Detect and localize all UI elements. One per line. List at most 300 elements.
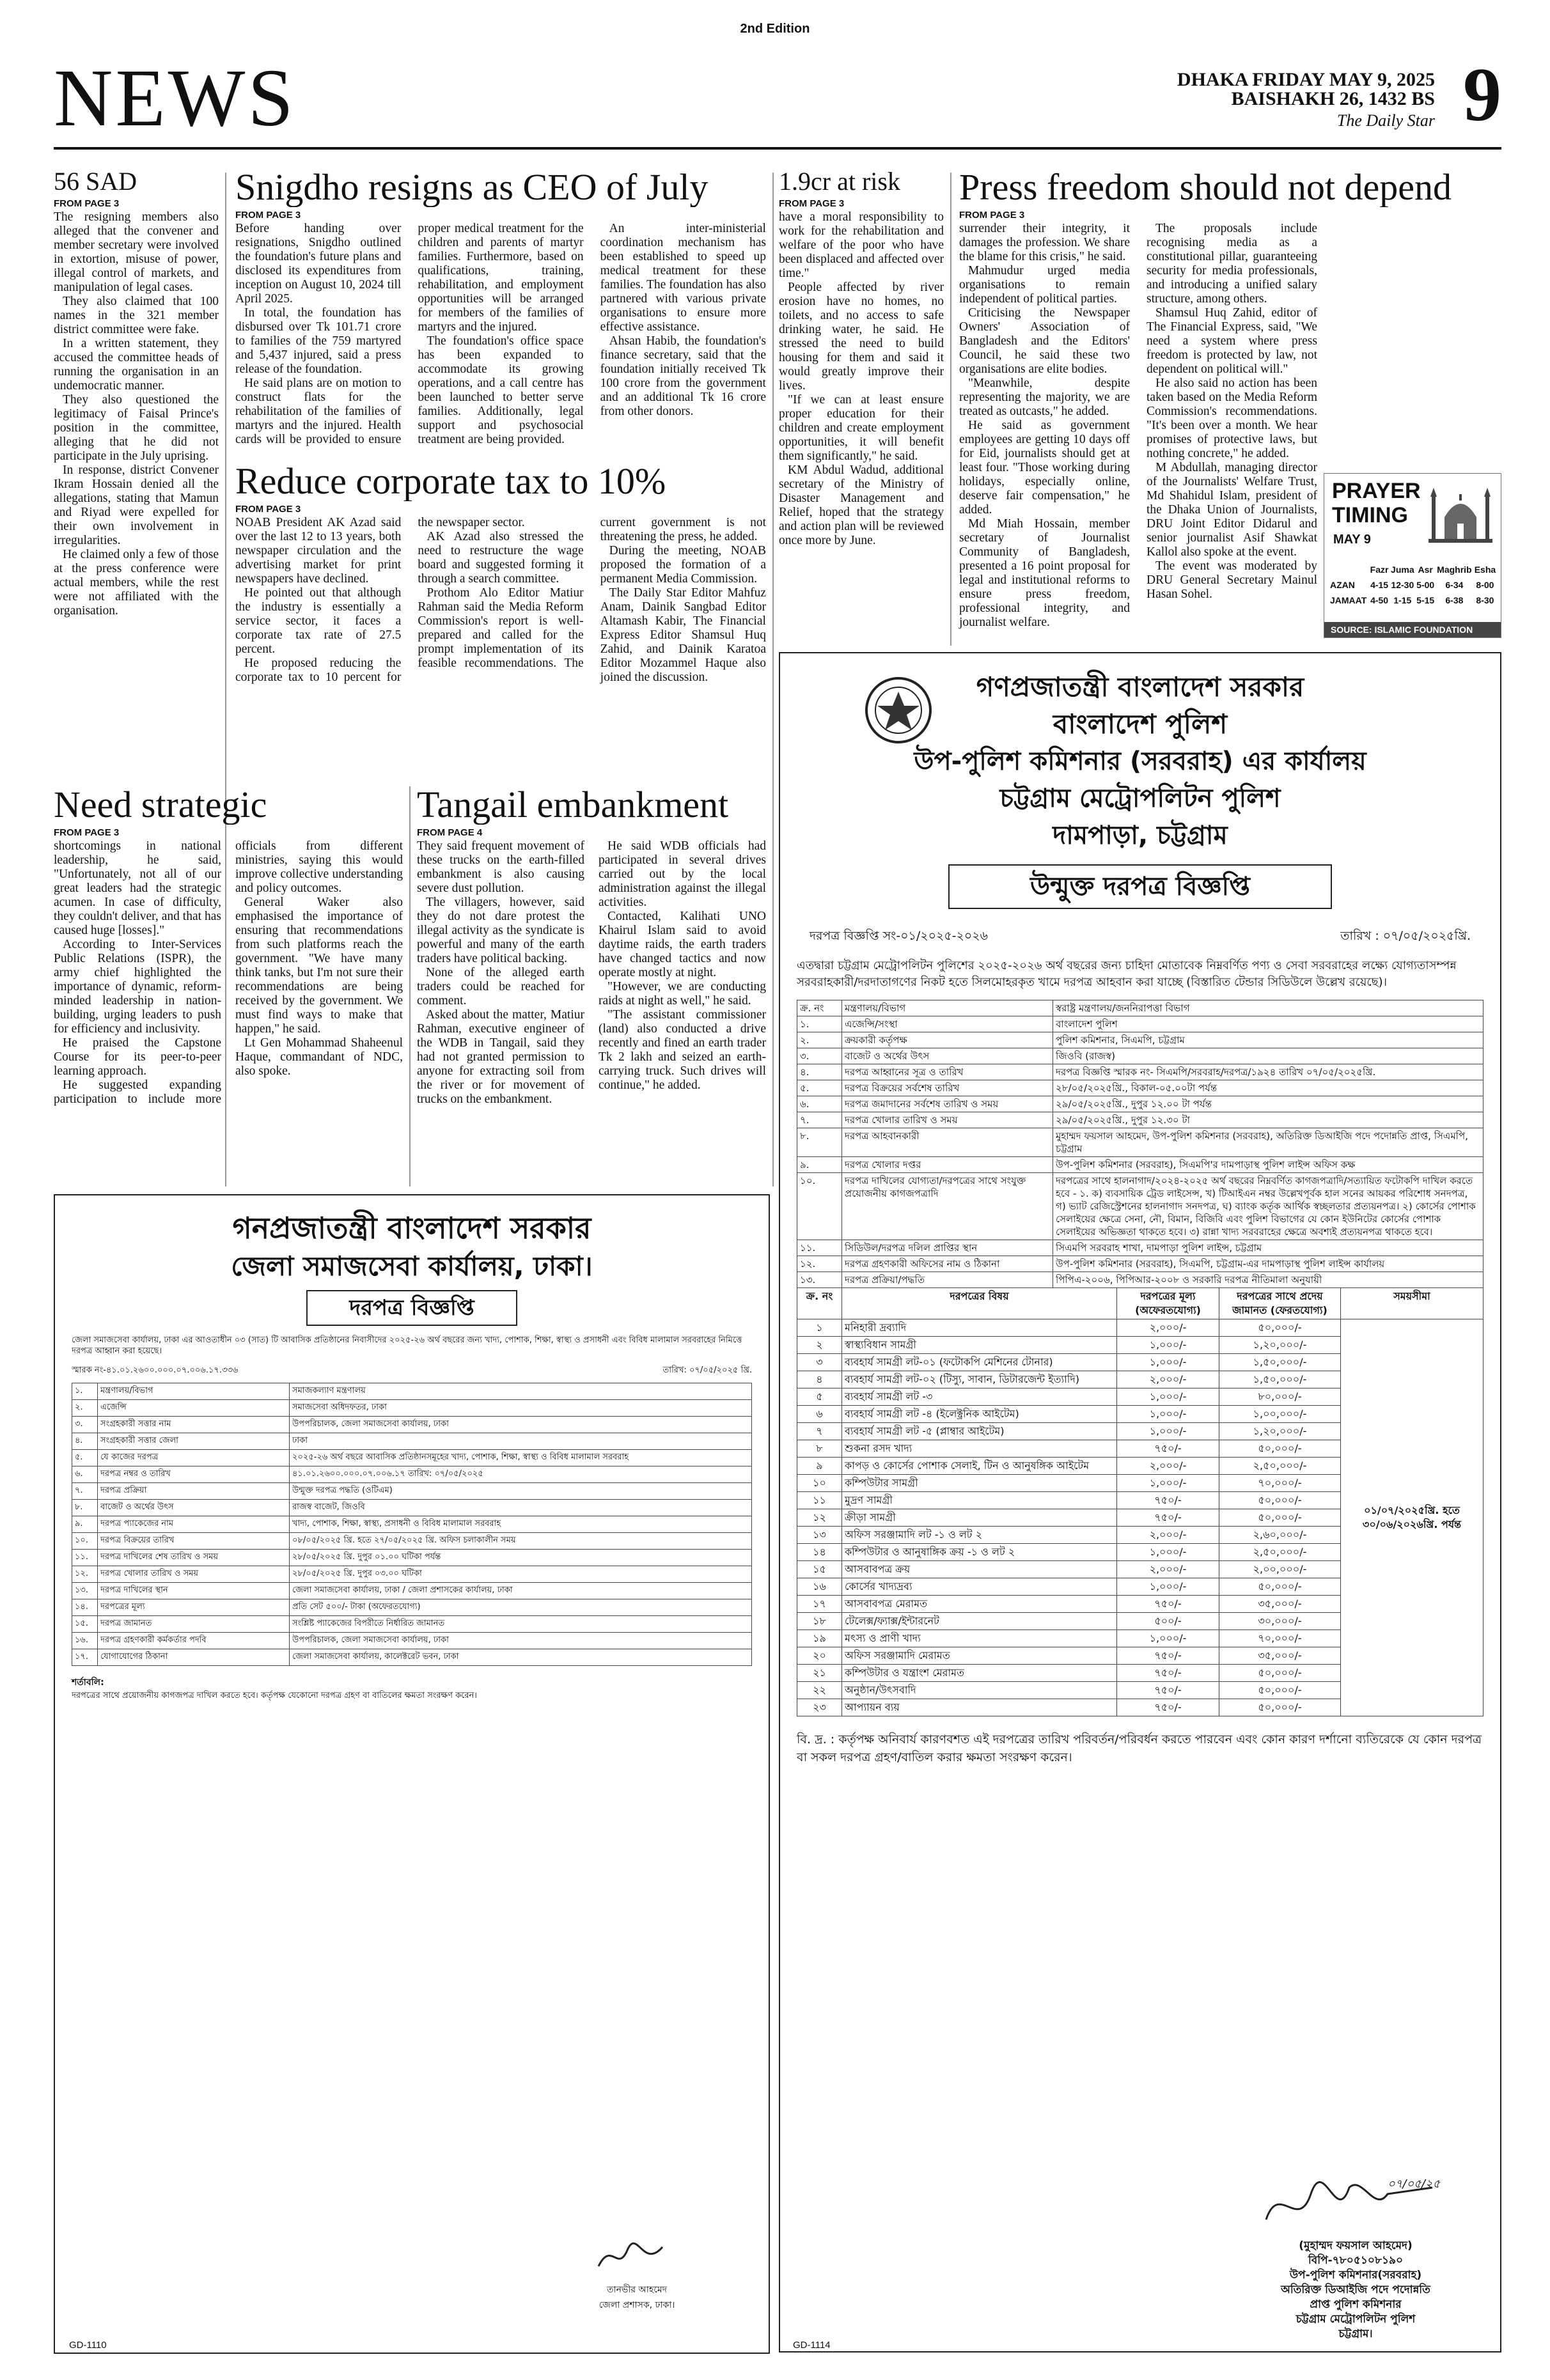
ad-metro-title: চট্টগ্রাম মেট্রোপলিটন পুলিশ	[999, 784, 1281, 813]
table-cell: ৯.	[797, 1157, 842, 1173]
table-row	[797, 1272, 1483, 1288]
prayer-cell: JAMAAT	[1330, 595, 1367, 605]
table-cell: ৮.	[797, 1128, 842, 1157]
paragraph: He said plans are on motion to construct flats for the rehabilitation of the families of martyrs and the injured. Health cards will be provided to ensure proper medical treatment for the children and parents of martyr families. Furthermore, based on qualifications, training, rehabilitation, and employment opportunities will be arranged for members of the families of martyrs and the injured.	[235, 222, 584, 446]
story-kicker: 1.9cr at risk	[779, 167, 900, 196]
prayer-cell: 5-00	[1416, 580, 1435, 590]
table-cell: ২,৬০,০০০/-	[1219, 1527, 1341, 1544]
table-cell: মন্ত্রণালয়/বিভাগ	[842, 1000, 1053, 1016]
table-row	[797, 1112, 1483, 1128]
paragraph: KM Abdul Wadud, additional secretary of the Ministry of Disaster Management and Relief, hoped that the strategy and action plan will be reviewed once more by June.	[779, 463, 944, 547]
table-cell: ১২.	[797, 1256, 842, 1272]
table-cell: খাদ্য, পোশাক, শিক্ষা, স্বাস্থ্য, প্রসাধনী ও বিবিধ মালামাল সরবরাহ	[290, 1516, 752, 1533]
table-cell: ২৮/০৫/২০২৫ খ্রি. দুপুর ০৩.০০ ঘটিকা	[290, 1566, 752, 1583]
table-cell: ১০.	[72, 1533, 98, 1550]
story-strategic	[54, 785, 403, 1197]
edition-label: 2nd Edition	[740, 22, 810, 36]
table-cell: মৎস্য ও প্রাণী খাদ্য	[842, 1630, 1117, 1647]
ad-sign-date: ০৭/০৫/২৫	[1388, 2177, 1441, 2191]
table-cell: মন্ত্রণালয়/বিভাগ	[98, 1383, 290, 1400]
prayer-title	[1332, 479, 1421, 527]
table-cell: ১,০০০/-	[1117, 1406, 1219, 1423]
table-cell: ১২.	[72, 1566, 98, 1583]
prayer-cell: 8-30	[1476, 595, 1494, 605]
table-cell: ক্রয়কারী কর্তৃপক্ষ	[842, 1032, 1053, 1048]
table-cell: দরপত্র দাখিলের যোগ্যতা/দরপত্রের সাথে সংযুক্ত প্রয়োজনীয় কাগজপত্রাদি	[842, 1173, 1053, 1240]
table-cell: ২,০০০/-	[1117, 1371, 1219, 1388]
table-cell: জিওবি (রাজস্ব)	[1053, 1048, 1483, 1064]
ad-left-table	[72, 1383, 752, 1666]
paragraph: Criticising the Newspaper Owners' Association of Bangladesh and the Editors' Council, he said these two organisations are elite bodies.	[959, 306, 1130, 376]
table-cell: স্বরাষ্ট্র মন্ত্রণালয়/জননিরাপত্তা বিভাগ	[1053, 1000, 1483, 1016]
table-row	[797, 1128, 1483, 1157]
column-rule	[772, 173, 774, 1186]
ad-notice-number: দরপত্র বিজ্ঞপ্তি সং-০১/২০২৫-২০২৬	[810, 929, 988, 943]
table-cell: দরপত্র খোলার দপ্তর	[842, 1157, 1053, 1173]
masthead	[54, 52, 1501, 143]
paper-logo: The Daily Star	[1336, 111, 1435, 130]
table-cell: দরপত্র প্রক্রিয়া/পদ্ধতি	[842, 1272, 1053, 1288]
table-cell: ৮০,০০০/-	[1219, 1388, 1341, 1406]
table-cell: পিপিএ-২০০৬, পিপিআর-২০০৮ ও সরকারি দরপত্র নীতিমালা অনুযায়ী	[1053, 1272, 1483, 1288]
ad-intro: জেলা সমাজসেবা কার্যালয়, ঢাকা এর আওতাধীন ০৩ (সাত) টি আবাসিক প্রতিষ্ঠানের নিবাসীদের ২০২৫-২৬ অর্থ বছরের জন্য খাদ্য, পোশাক, শিক্ষা, স্বাস্থ্য ও প্রসাধনী এবং বিবিধ মালামাল সরবরাহের নিমিত্তে দরপত্র আহ্বান করা হয়েছে।	[72, 1335, 742, 1356]
table-cell: ১৩	[797, 1527, 842, 1544]
table-cell: ক্র. নং	[797, 1000, 842, 1016]
ad-signer-line: চট্টগ্রাম।	[1338, 2328, 1373, 2340]
table-cell: ১৭.	[72, 1649, 98, 1666]
table-cell: ১,০০০/-	[1117, 1544, 1219, 1561]
table-cell: উপপরিচালক, জেলা সমাজসেবা কার্যালয়, ঢাকা	[290, 1417, 752, 1433]
ad-notice-box: দরপত্র বিজ্ঞপ্তি	[306, 1290, 517, 1326]
table-cell: কোর্সের খাদ্যদ্রব্য	[842, 1578, 1117, 1596]
table-cell: ১,০০০/-	[1117, 1388, 1219, 1406]
table-cell: ২,০০০/-	[1117, 1458, 1219, 1475]
table-cell: উপ-পুলিশ কমিশনার (সরবরাহ), সিএমপি'র দামপাড়াস্থ পুলিশ লাইন্স অফিস কক্ষ	[1053, 1157, 1483, 1173]
table-cell: টেলেক্স/ফ্যাক্স/ইন্টারনেট	[842, 1613, 1117, 1630]
paragraph: Prothom Alo Editor Matiur Rahman said the Media Reform Commission's report is well-prepared and called for the prompt implementation of its feasible recommendations. The current government is not threatening the press, he added.	[418, 516, 766, 670]
paragraph: An inter-ministerial coordination mechanism has been established to speed up medical treatment for these families. The foundation has also partnered with various private organisations to ensure more effective assistance.	[600, 222, 766, 334]
table-cell: দরপত্র আহ্বানের সূত্র ও তারিখ	[842, 1064, 1053, 1080]
table-cell: অনুষ্ঠান/উৎসবাদি	[842, 1682, 1117, 1699]
ad-signer-line: বিপি-৭৮০৫১০৮১৯০	[1308, 2254, 1404, 2267]
ad-office-title: উপ-পুলিশ কমিশনার (সরবরাহ) এর কার্যালয়	[914, 747, 1366, 776]
table-row	[72, 1566, 752, 1583]
table-cell: ৫০,০০০/-	[1219, 1682, 1341, 1699]
table-row	[72, 1533, 752, 1550]
table-cell: ৪	[797, 1371, 842, 1388]
table-cell: ৭৫০/-	[1117, 1492, 1219, 1509]
ad-govt-title: গনপ্রজাতন্ত্রী বাংলাদেশ সরকার	[232, 1211, 591, 1245]
table-row	[72, 1550, 752, 1566]
table-cell: ৩৫,০০০/-	[1219, 1647, 1341, 1665]
table-header-cell: দরপত্রের মূল্য (অফেরতযোগ্য)	[1117, 1288, 1219, 1319]
table-cell: ৫.	[797, 1080, 842, 1096]
table-cell: ৫০,০০০/-	[1219, 1509, 1341, 1527]
table-cell: আপ্যায়ন ব্যয়	[842, 1699, 1117, 1716]
paragraph: shortcomings in national leadership, he said, "Unfortunately, not all of our great leaders had the strategic acumen. In case of difficulty, they couldn't deliver, and that has caused huge [losses]."	[54, 839, 221, 937]
story-headline: Press freedom should not depend	[959, 167, 1452, 207]
table-cell: দরপত্র বিক্রয়ের সর্বশেষ তারিখ	[842, 1080, 1053, 1096]
ad-signer-title: জেলা প্রশাসক, ঢাকা।	[599, 2300, 675, 2310]
table-cell: ৫০,০০০/-	[1219, 1699, 1341, 1716]
bengali-date-line: BAISHAKH 26, 1432 BS	[1231, 88, 1435, 109]
table-cell: ২.	[797, 1032, 842, 1048]
table-cell: ৬.	[797, 1096, 842, 1112]
table-cell: জেলা সমাজসেবা কার্যালয়, ঢাকা / জেলা প্রশাসকের কার্যালয়, ঢাকা	[290, 1583, 752, 1599]
table-cell: ১,০০০/-	[1117, 1423, 1219, 1440]
table-cell: দরপত্র বিজ্ঞপ্তি স্মারক নং- সিএমপি/সরবরাহ/দরপত্র/১৯২৪ তারিখ ০৭/০৫/২০২৫খ্রি.	[1053, 1064, 1483, 1080]
table-cell: ব্যবহার্য সামগ্রী লট -৩	[842, 1388, 1117, 1406]
table-cell: ২,০০০/-	[1117, 1527, 1219, 1544]
masthead-date	[1177, 70, 1435, 109]
paragraph: Lt Gen Mohammad Shaheenul Haque, commandant of NDC, also spoke.	[235, 1036, 403, 1078]
table-cell: ১	[797, 1319, 842, 1337]
prayer-header-row	[1329, 562, 1497, 577]
paragraph: The resigning members also alleged that the convener and member secretary were involved in extortion, misuse of power, illegal control of markets, and manipulation of legal cases.	[54, 210, 219, 294]
prayer-cell: Maghrib	[1437, 564, 1472, 575]
prayer-source: SOURCE: ISLAMIC FOUNDATION	[1324, 622, 1501, 637]
table-cell: ব্যবহার্য সামগ্রী লট-০২ (টিস্যু, সাবান, ডিটারজেন্ট ইত্যাদি)	[842, 1371, 1117, 1388]
prayer-cell: 6-34	[1445, 580, 1464, 590]
table-cell: কম্পিউটার ও আনুষাঙ্গিক ক্রয় -১ ও লট ২	[842, 1544, 1117, 1561]
prayer-cell: 1-15	[1393, 595, 1412, 605]
table-cell: ২৯/০৫/২০২৫খ্রি., দুপুর ১২.০০ টা পর্যন্ত	[1053, 1096, 1483, 1112]
ad-date: তারিখ : ০৭/০৫/২০২৫খ্রি.	[1340, 929, 1471, 943]
table-cell: ব্যবহার্য সামগ্রী লট-০১ (ফটোকপি মেশিনের টোনার)	[842, 1354, 1117, 1371]
gd-code: GD-1114	[793, 2340, 831, 2351]
prayer-cell: 4-50	[1370, 595, 1389, 605]
paragraph: Mahmudur urged media organisations to remain independent of political parties.	[959, 264, 1130, 306]
table-cell: ১২	[797, 1509, 842, 1527]
story-headline: Need strategic	[54, 785, 267, 825]
table-cell: দরপত্র খোলার তারিখ ও সময়	[842, 1112, 1053, 1128]
ad-office-title: জেলা সমাজসেবা কার্যালয়, ঢাকা।	[231, 1250, 593, 1282]
paragraph: In response, district Convener Ikram Hossain denied all the allegations, stating that Mamun and Riyad were expelled for their own involvement in irregularities.	[54, 463, 219, 547]
paragraph: NOAB President AK Azad said over the last 12 to 13 years, both newspaper circulation and the advertising market for print newspapers have declined.	[235, 516, 402, 586]
table-cell: ১,০০০/-	[1117, 1630, 1219, 1647]
section-title: NEWS	[54, 52, 296, 143]
table-cell: ২৮/০৫/২০২৫খ্রি., বিকাল-০৫.০০টা পর্যন্ত	[1053, 1080, 1483, 1096]
paragraph: He praised the Capstone Course for its peer-to-peer learning approach.	[54, 1036, 221, 1078]
table-cell: ঢাকা	[290, 1433, 752, 1450]
paragraph: The Daily Star Editor Mahfuz Anam, Dainik Sangbad Editor Altamash Kabir, The Financial Express Editor Shamsul Huq Zahid, and Dainik Karatoa Editor Mozammel Haque also joined the discussion.	[600, 586, 766, 684]
ad-notice-box: উন্মুক্ত দরপত্র বিজ্ঞপ্তি	[948, 864, 1332, 909]
table-cell: দরপত্র নম্বর ও তারিখ	[98, 1466, 290, 1483]
table-cell: ৬	[797, 1406, 842, 1423]
table-cell: ১.	[797, 1016, 842, 1032]
prayer-cell: 12-30	[1391, 580, 1414, 590]
paragraph: He suggested expanding participation to include more officials from different ministries, saying this would improve collective understanding and policy outcomes.	[54, 839, 403, 1106]
from-page: FROM PAGE 3	[235, 504, 301, 515]
ad-address: দামপাড়া, চট্টগ্রাম	[1053, 821, 1228, 850]
story-body	[959, 222, 1317, 682]
ad-signer	[541, 2282, 733, 2313]
table-cell: ৩.	[797, 1048, 842, 1064]
paragraph: Md Miah Hossain, member secretary of Journalist Community of Bangladesh, presented a 16 point proposal for legal and institutional reforms to ensure press freedom, professional integrity, and journalist welfare.	[959, 517, 1130, 629]
from-page: FROM PAGE 3	[54, 198, 120, 209]
table-cell: ২১	[797, 1665, 842, 1682]
ad-right-items-table	[797, 1287, 1483, 1716]
column-rule	[950, 173, 951, 646]
paragraph: He said WDB officials had participated in several drives carried out by the local administration against the illegal activities.	[599, 839, 766, 909]
table-cell: ৪.	[797, 1064, 842, 1080]
table-cell: ২,০০০/-	[1117, 1319, 1219, 1337]
table-cell: মনিহারী দ্রব্যাদি	[842, 1319, 1117, 1337]
table-cell: অফিস সরঞ্জামাদি লট -১ ও লট ২	[842, 1527, 1117, 1544]
paragraph: In a written statement, they accused the committee heads of running the organisation in an undemocratic manner.	[54, 337, 219, 393]
table-cell: ৯.	[72, 1516, 98, 1533]
mosque-icon	[1425, 478, 1496, 548]
table-cell: ১,০০,০০০/-	[1219, 1406, 1341, 1423]
ad-govt-title: গণপ্রজাতন্ত্রী বাংলাদেশ সরকার	[976, 671, 1304, 703]
from-page: FROM PAGE 3	[779, 198, 845, 209]
table-cell: ১৬.	[72, 1633, 98, 1649]
paragraph: "Meanwhile, despite representing the majority, we are treated as outcasts," he added.	[959, 377, 1130, 418]
table-cell: সমাজসেবা অধিদফতর, ঢাকা	[290, 1400, 752, 1417]
table-cell: ৭৫০/-	[1117, 1596, 1219, 1613]
table-header-row	[797, 1288, 1483, 1319]
prayer-cell: 5-15	[1416, 595, 1435, 605]
table-cell: বাজেট ও অর্থের উৎস	[842, 1048, 1053, 1064]
table-row	[797, 1048, 1483, 1064]
story-body	[235, 222, 766, 458]
gd-code: GD-1110	[69, 2340, 107, 2351]
table-cell: ৫০,০০০/-	[1219, 1665, 1341, 1682]
paragraph: AK Azad also stressed the need to restructure the wage board and suggested forming it through a search committee.	[418, 530, 584, 586]
table-row	[72, 1383, 752, 1400]
story-risk	[779, 167, 944, 548]
table-cell: ক্রীড়া সামগ্রী	[842, 1509, 1117, 1527]
table-cell: ৩০,০০০/-	[1219, 1613, 1341, 1630]
table-cell: দরপত্র খোলার তারিখ ও সময়	[98, 1566, 290, 1583]
ad-footnote: বি. দ্র. : কর্তৃপক্ষ অনিবার্য কারণবশত এই দরপত্রের তারিখ পরিবর্তন/পরিবর্ধন করতে পারবেন এবং কোন কারণ দর্শানো ব্যতিরেকে যে কোন দরপত্র বা সকল দরপত্র গ্রহণ/বাতিল করার ক্ষমতা সংরক্ষণ করেন।	[797, 1732, 1482, 1764]
table-cell: দরপত্র বিক্রয়ের তারিখ	[98, 1533, 290, 1550]
table-cell: দরপত্রের সাথে হালনাগাদ/২০২৪-২০২৫ অর্থ বছরের নিম্নবর্ণিত কাগজপত্রাদি/সত্যায়িত ফটোকপি দাখিল করতে হবে - ১. ক) ব্যবসায়িক ট্রেড লাইসেন্স, খ) টিআইএন নম্বর উল্লেখপূর্বক হাল সনের আয়কর পরিশোধ সনদপত্র, গ) ভ্যাট রেজিস্ট্রেশনের হালনাগাদ সনদপত্র, ঘ) ব্যাংক কর্তৃক আর্থিক স্বচ্ছলতার প্রত্যয়নপত্র। ২) কোর্সের পোশাক সেলাইয়ের ক্ষেত্রে সেনা, নৌ, বিমান, বিজিবি এবং পুলিশ বিভাগের যে কোন ইউনিটের কোর্সের পোশাক সেলাইয়ের অভিজ্ঞতা থাকতে হবে। ৩) রান্না খাদ্য সরবরাহের ক্ষেত্রে অবশ্যই প্রত্যয়নপত্র থাকতে হবে।	[1053, 1173, 1483, 1240]
ad-signer-name: তানভীর আহমেদ	[607, 2285, 667, 2295]
ad-notes-title: শর্তাবলি:	[72, 1677, 104, 1688]
table-cell: ১৪	[797, 1544, 842, 1561]
table-cell: ৬.	[72, 1466, 98, 1483]
table-cell: ১৫.	[72, 1616, 98, 1633]
story-body	[54, 839, 403, 1197]
story-body	[417, 839, 766, 1197]
table-cell: ৮.	[72, 1500, 98, 1516]
table-cell: ২,৫০,০০০/-	[1219, 1544, 1341, 1561]
paragraph: He pointed out that although the industry is essentially a service sector, it faces a corporate tax rate of 27.5 percent.	[235, 586, 402, 656]
table-cell: ৭৫০/-	[1117, 1509, 1219, 1527]
prayer-cell	[1329, 562, 1369, 577]
table-cell: ৭৫০/-	[1117, 1665, 1219, 1682]
story-body	[54, 210, 219, 618]
table-cell: ২০	[797, 1647, 842, 1665]
table-row	[797, 1096, 1483, 1112]
ad-intro: এতদ্বারা চট্টগ্রাম মেট্রোপলিটন পুলিশের ২০২৫-২০২৬ অর্থ বছরের জন্য চাহিদা মোতাবেক নিম্নবর্ণিত পণ্য ও সেবা সরবরাহের লক্ষ্যে যোগ্যতাসম্পন্ন সরবরাহকারী/দরদাতাগণের নিকট হতে সিলমোহরকৃত খামে দরপত্র আহবান করা যাচ্ছে (বিস্তারিত টেন্ডার সিডিউলে উল্লেখ রয়েছে)।	[797, 959, 1457, 989]
prayer-timing-box	[1324, 473, 1501, 638]
table-cell: ১,০০০/-	[1117, 1354, 1219, 1371]
ad-date: তারিখ: ০৭/০৫/২০২৫ খ্রি.	[662, 1365, 752, 1375]
table-cell: ৭৫০/-	[1117, 1647, 1219, 1665]
table-cell: ২.	[72, 1400, 98, 1417]
from-page: FROM PAGE 4	[417, 827, 483, 838]
police-emblem-icon	[863, 675, 934, 745]
table-cell: ১৩.	[797, 1272, 842, 1288]
table-row	[797, 1080, 1483, 1096]
table-row	[797, 1000, 1483, 1016]
ad-police-title: বাংলাদেশ পুলিশ	[1053, 708, 1228, 740]
from-page: FROM PAGE 3	[235, 210, 301, 221]
table-cell: সংশ্লিষ্ট প্যাকেজের বিপরীতে নির্ধারিত জামানত	[290, 1616, 752, 1633]
paragraph: The event was moderated by DRU General Secretary Mainul Hasan Sohel.	[1147, 559, 1317, 601]
table-cell: মুহাম্মদ ফয়সাল আহমেদ, উপ-পুলিশ কমিশনার (সরবরাহ), অতিরিক্ত ডিআইজি পদে পদোন্নতি প্রাপ্ত, সিএমপি, চট্টগ্রাম	[1053, 1128, 1483, 1157]
table-cell: ৩	[797, 1354, 842, 1371]
table-cell: ১১	[797, 1492, 842, 1509]
table-cell: সংগ্রহকারী সত্তার নাম	[98, 1417, 290, 1433]
table-cell: দরপত্র দাখিলের স্থান	[98, 1583, 290, 1599]
prayer-cell: Esha	[1474, 564, 1496, 575]
story-headline: Tangail embankment	[417, 785, 729, 825]
period-cell: ০১/০৭/২০২৫খ্রি. হতে ৩০/০৬/২০২৬খ্রি. পর্যন্ত	[1341, 1319, 1483, 1716]
table-cell: দরপত্র প্যাকেজের নাম	[98, 1516, 290, 1533]
table-row	[72, 1500, 752, 1516]
table-cell: ৭.	[797, 1112, 842, 1128]
table-cell: ২০২৫-২৬ অর্থ বছরে আবাসিক প্রতিষ্ঠানসমূহের খাদ্য, পোশাক, শিক্ষা, স্বাস্থ্য ও বিবিধ মালামাল সরবরাহ	[290, 1450, 752, 1466]
table-cell: ৭৫০/-	[1117, 1682, 1219, 1699]
signature-icon	[592, 2237, 669, 2276]
table-cell: উন্মুক্ত দরপত্র পদ্ধতি (ওটিএম)	[290, 1483, 752, 1500]
table-row	[72, 1599, 752, 1616]
ad-signer-block	[1228, 2239, 1483, 2342]
prayer-cell: Juma	[1391, 564, 1414, 575]
table-cell: ৭৫০/-	[1117, 1440, 1219, 1458]
paragraph: "The assistant commissioner (land) also conducted a drive recently and fined an earth trader Tk 2 lakh and seized an earth-carrying truck. Such drives will continue," he added.	[599, 1008, 766, 1092]
table-header-cell: দরপত্রের বিষয়	[842, 1288, 1117, 1319]
prayer-cell: 6-38	[1445, 595, 1464, 605]
story-snigdho	[235, 167, 766, 458]
ad-signer-line: উপ-পুলিশ কমিশনার(সরবরাহ)	[1289, 2269, 1422, 2282]
table-cell: ১,০০০/-	[1117, 1578, 1219, 1596]
ad-right-info-table	[797, 1000, 1483, 1288]
table-cell: প্রতি সেট ৫০০/- টাকা (অফেরতযোগ্য)	[290, 1599, 752, 1616]
tender-ad-police	[779, 652, 1501, 2353]
table-header-cell: সময়সীমা	[1341, 1288, 1483, 1319]
table-cell: ৩.	[72, 1417, 98, 1433]
table-cell: দরপত্র জামানত	[98, 1616, 290, 1633]
table-cell: ৫০০/-	[1117, 1613, 1219, 1630]
table-cell: ৭.	[72, 1483, 98, 1500]
table-row	[72, 1417, 752, 1433]
prayer-cell: AZAN	[1330, 580, 1355, 590]
table-cell: দরপত্র গ্রহণকারী অফিসের নাম ও ঠিকানা	[842, 1256, 1053, 1272]
table-cell: সিডিউল/দরপত্র দলিল প্রাপ্তির স্থান	[842, 1240, 1053, 1256]
table-cell: ব্যবহার্য সামগ্রী লট -৫ (প্লাম্বার আইটেম)	[842, 1423, 1117, 1440]
paragraph: They also questioned the legitimacy of Faisal Prince's position in the committee, alleging that he did not participate in the July uprising.	[54, 393, 219, 463]
table-cell: ৫০,০০০/-	[1219, 1492, 1341, 1509]
table-cell: পুলিশ কমিশনার, সিএমপি, চট্টগ্রাম	[1053, 1032, 1483, 1048]
story-body	[779, 210, 944, 548]
story-corporate-tax	[235, 462, 766, 778]
prayer-cell: 4-15	[1370, 580, 1389, 590]
paragraph: People affected by river erosion have no homes, no toilets, and no access to safe drinking water, he said. He stressed the need to build housing for them and said it would greatly improve their lives.	[779, 281, 944, 393]
paragraph: They said frequent movement of these trucks on the earth-filled embankment is also causing severe dust pollution.	[417, 839, 584, 895]
table-cell: ৭৫০/-	[1117, 1699, 1219, 1716]
table-cell: ৫০,০০০/-	[1219, 1440, 1341, 1458]
table-row	[797, 1032, 1483, 1048]
table-cell: ২	[797, 1337, 842, 1354]
table-cell: অফিস সরঞ্জামাদি মেরামত	[842, 1647, 1117, 1665]
table-cell: ৫০,০০০/-	[1219, 1319, 1341, 1337]
paragraph: The proposals include recognising media as a constitutional pillar, guaranteeing security for media professionals, and introducing a unified salary structure, among others.	[1147, 222, 1317, 306]
table-cell: ২,৫০,০০০/-	[1219, 1458, 1341, 1475]
table-cell: উপ-পুলিশ কমিশনার (সরবরাহ), সিএমপি, চট্টগ্রাম-এর দামপাড়াস্থ পুলিশ লাইন্স কার্যালয়	[1053, 1256, 1483, 1272]
paragraph: General Waker also emphasised the importance of ensuring that recommendations from such platforms reach the government. "We have many think tanks, but I'm not sure their recommendations are being received by the government. We must find ways to make that happen," he said.	[235, 896, 403, 1036]
table-cell: যে কাজের দরপত্র	[98, 1450, 290, 1466]
table-cell: ১,৫০,০০০/-	[1219, 1371, 1341, 1388]
prayer-cell: Asr	[1418, 564, 1433, 575]
table-row	[797, 1064, 1483, 1080]
prayer-cell: Fazr	[1370, 564, 1389, 575]
table-cell: ১১.	[72, 1550, 98, 1566]
table-cell: ৭	[797, 1423, 842, 1440]
paragraph: During the meeting, NOAB proposed the formation of a permanent Media Commission.	[600, 544, 766, 586]
table-cell: ১,২০,০০০/-	[1219, 1423, 1341, 1440]
table-cell: সিএমপি সরবরাহ শাখা, দামপাড়া পুলিশ লাইন্স, চট্টগ্রাম	[1053, 1240, 1483, 1256]
ad-signer-line: প্রাপ্ত পুলিশ কমিশনার	[1310, 2298, 1402, 2311]
table-cell: কম্পিউটার ও যন্ত্রাংশ মেরামত	[842, 1665, 1117, 1682]
ad-memo: স্মারক নং-৪১.০১.২৬০০.০০০.০৭.০০৬.১৭.৩৩৬	[72, 1365, 239, 1375]
table-cell: রাজস্ব বাজেট, জিওবি	[290, 1500, 752, 1516]
table-cell: দরপত্র আহবানকারী	[842, 1128, 1053, 1157]
table-cell: ৫	[797, 1388, 842, 1406]
table-cell: ৭০,০০০/-	[1219, 1475, 1341, 1492]
table-cell: ১,০০০/-	[1117, 1475, 1219, 1492]
table-row	[72, 1649, 752, 1666]
table-cell: ১৬	[797, 1578, 842, 1596]
paragraph: He also said no action has been taken based on the Media Reform Commission's recommendations. "It's been over a month. We hear promises of protective laws, but nothing concrete," he added.	[1147, 377, 1317, 460]
paragraph: Asked about the matter, Matiur Rahman, executive engineer of the WDB in Tangail, said they had not granted permission to anyone for extracting soil from the river or for movement of trucks on the embankment.	[417, 1008, 584, 1106]
paragraph: Shamsul Huq Zahid, editor of The Financial Express, said, "We need a system where press freedom is protected by law, not dependent on political will."	[1147, 306, 1317, 376]
table-cell: ২৯/০৫/২০২৫খ্রি., দুপুর ১২.৩০ টা	[1053, 1112, 1483, 1128]
table-cell: জেলা সমাজসেবা কার্যালয়, কালেক্টরেট ভবন, ঢাকা	[290, 1649, 752, 1666]
table-cell: ১০.	[797, 1173, 842, 1240]
paragraph: "However, we are conducting raids at night as well," he said.	[599, 980, 766, 1007]
page-number: 9	[1463, 52, 1501, 137]
table-row	[72, 1433, 752, 1450]
table-cell: ১১.	[797, 1240, 842, 1256]
table-cell: ১.	[72, 1383, 98, 1400]
table-cell: ২৮/০৫/২০২৫ খ্রি. দুপুর ০১.০০ ঘটিকা পর্যন্ত	[290, 1550, 752, 1566]
table-cell: ৩৫,০০০/-	[1219, 1596, 1341, 1613]
from-page: FROM PAGE 3	[959, 210, 1025, 221]
table-cell: আসবাবপত্র ক্রয়	[842, 1561, 1117, 1578]
story-headline: Reduce corporate tax to 10%	[235, 462, 666, 501]
table-cell: ১৭	[797, 1596, 842, 1613]
ad-signer-line: চট্টগ্রাম মেট্রোপলিটন পুলিশ	[1296, 2313, 1416, 2326]
paragraph: He proposed reducing the corporate tax to 10 percent for the newspaper sector.	[235, 516, 525, 684]
table-cell: বাজেট ও অর্থের উৎস	[98, 1500, 290, 1516]
paragraph: have a moral responsibility to work for the rehabilitation and welfare of the poor who have been displaced and affected over time."	[779, 210, 944, 280]
table-header-cell: দরপত্রের সাথে প্রদেয় জামানত (ফেরতযোগ্য)	[1219, 1288, 1341, 1319]
table-row	[72, 1400, 752, 1417]
ad-notice-row	[797, 927, 1483, 947]
table-cell: শুকনা রসদ খাদ্য	[842, 1440, 1117, 1458]
table-cell: বাংলাদেশ পুলিশ	[1053, 1016, 1483, 1032]
ad-memo-row	[72, 1364, 752, 1378]
table-header-cell: ক্র. নং	[797, 1288, 842, 1319]
table-cell: সংগ্রহকারী সত্তার জেলা	[98, 1433, 290, 1450]
prayer-date: MAY 9	[1333, 533, 1371, 547]
prayer-cell: 8-00	[1476, 580, 1494, 590]
table-cell: ৪.	[72, 1433, 98, 1450]
